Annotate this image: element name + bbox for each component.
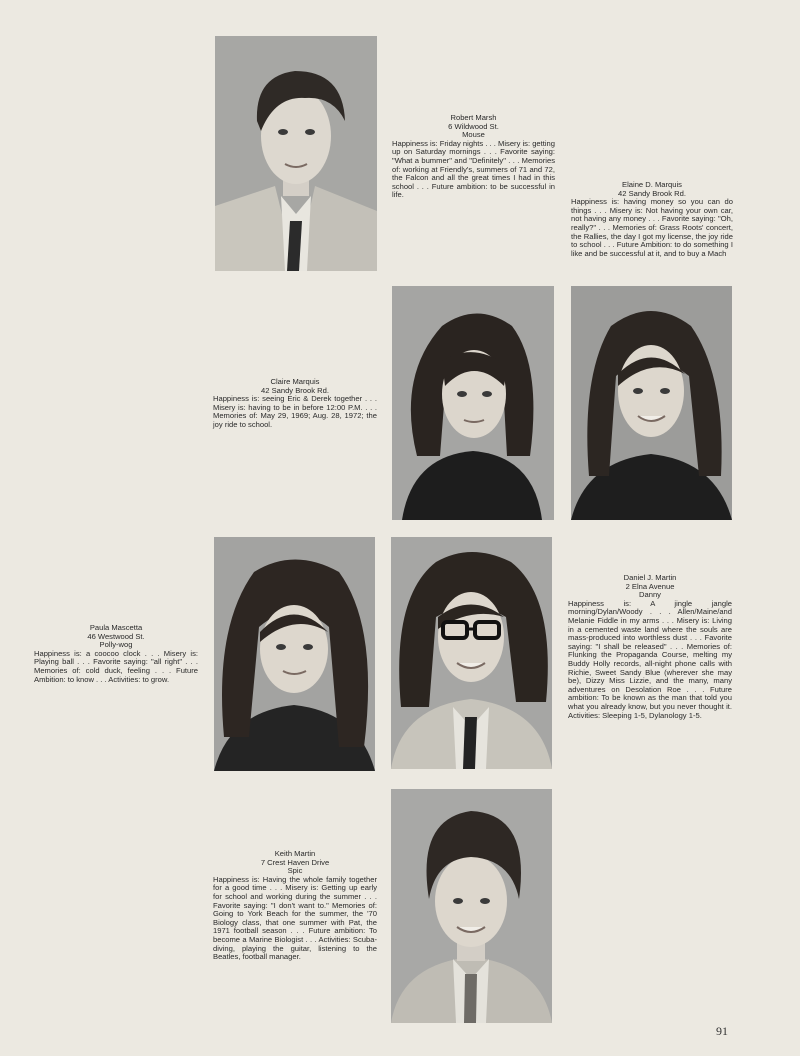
bio-robert-marsh <box>392 114 555 200</box>
student-address: 2 Elna Avenue <box>625 581 675 591</box>
student-name: Daniel J. Martin <box>623 573 677 582</box>
page-number: 91 <box>716 1024 728 1038</box>
portrait-robert-marsh <box>215 36 377 271</box>
bio-paula-mascetta <box>34 624 198 684</box>
bio-keith-martin <box>213 850 377 962</box>
student-name: Keith Martin <box>274 849 316 858</box>
bio-daniel-martin <box>568 574 732 720</box>
portrait-daniel-martin <box>391 537 552 769</box>
student-bio-text: Happiness is: Having the whole family together for a good time . . . Misery is: Getting up early for school and working during the summer . . . Favorite saying: "I don't want to." Memories of: Going to York Beach for the summer, the '70 Biology class, that one summer with Pat, the 1971 football season . . . Future ambition: To become a Marine Biologist . . . Activities: Scuba-diving, playing the guitar, listening to the Beatles, football manager. <box>213 874 377 962</box>
portrait-paula-mascetta <box>214 537 375 771</box>
portrait-elaine-marquis <box>571 286 732 520</box>
bio-elaine-marquis <box>571 181 733 258</box>
student-name: Paula Mascetta <box>89 623 143 632</box>
student-bio-text: Happiness is: a coocoo clock . . . Misery is: Playing ball . . . Favorite saying: "all right" . . . Memories of: cold duck, feeling . . . Future Ambition: to know . . . Activities: to grow. <box>34 648 198 684</box>
student-address: 7 Crest Haven Drive <box>260 857 330 867</box>
student-address: 42 Sandy Brook Rd. <box>261 385 329 395</box>
student-name: Claire Marquis <box>270 377 320 386</box>
student-bio-text: Happiness is: Friday nights . . . Misery is: getting up on Saturday mornings . . . Favorite saying: "What a bummer" and "Definitely" . . . Memories of: working at Friendly's, summers of 71 and 72, the Falcon and all the great times I had in this school . . . Future ambition: to be successful in life. <box>392 138 555 200</box>
student-bio-text: Happiness is: A jingle jangle morning/Dylan/Woody . . . Allen/Maine/and Melanie Fiddle in my arms . . . Misery is: Living in a cemented waste land where the souls are mass-produced into worthless dust . . . Favorite saying: "I shall be released" . . . Memories of: Flunking the Propaganda Course, melting my Buddy Holly records, all-night phone calls with Richie, Sweet Sandy Blue (wherever she may be), Dizzy Miss Lizzie, and the many, many adventures on Desolation Roe . . . Future ambition: To be known as the man that told you what you already know, but you never thought it. Activities: Sleeping 1-5, Dylanology 1-5. <box>568 598 732 720</box>
student-bio-text: Happiness is: seeing Eric & Derek together . . . Misery is: having to be in before 12:00 P.M. . . . Memories of: May 29, 1969; Aug. 28, 1972; the joy ride to school. <box>213 394 377 429</box>
student-name: Robert Marsh <box>450 113 497 122</box>
student-address: 42 Sandy Brook Rd. <box>618 188 686 198</box>
student-address: 6 Wildwood St. <box>448 121 499 131</box>
portrait-keith-martin <box>391 789 552 1023</box>
student-name: Elaine D. Marquis <box>622 180 682 189</box>
student-nickname: Spic <box>287 866 303 876</box>
student-address: 46 Westwood St. <box>87 631 145 641</box>
student-nickname: Mouse <box>462 130 485 140</box>
bio-claire-marquis <box>213 378 377 430</box>
student-nickname: Danny <box>639 590 661 600</box>
student-bio-text: Happiness is: having money so you can do things . . . Misery is: Not having your own car, not having any money . . . Favorite saying: "Oh, really?" . . . Memories of: Grass Roots' concert, the Rallies, the day I got my license, the joy ride to school . . . Future Ambition: to do something I like and be successful at it, and to buy a Mach <box>571 197 733 258</box>
portrait-claire-marquis <box>392 286 554 520</box>
student-nickname: Polly-wog <box>99 640 133 650</box>
